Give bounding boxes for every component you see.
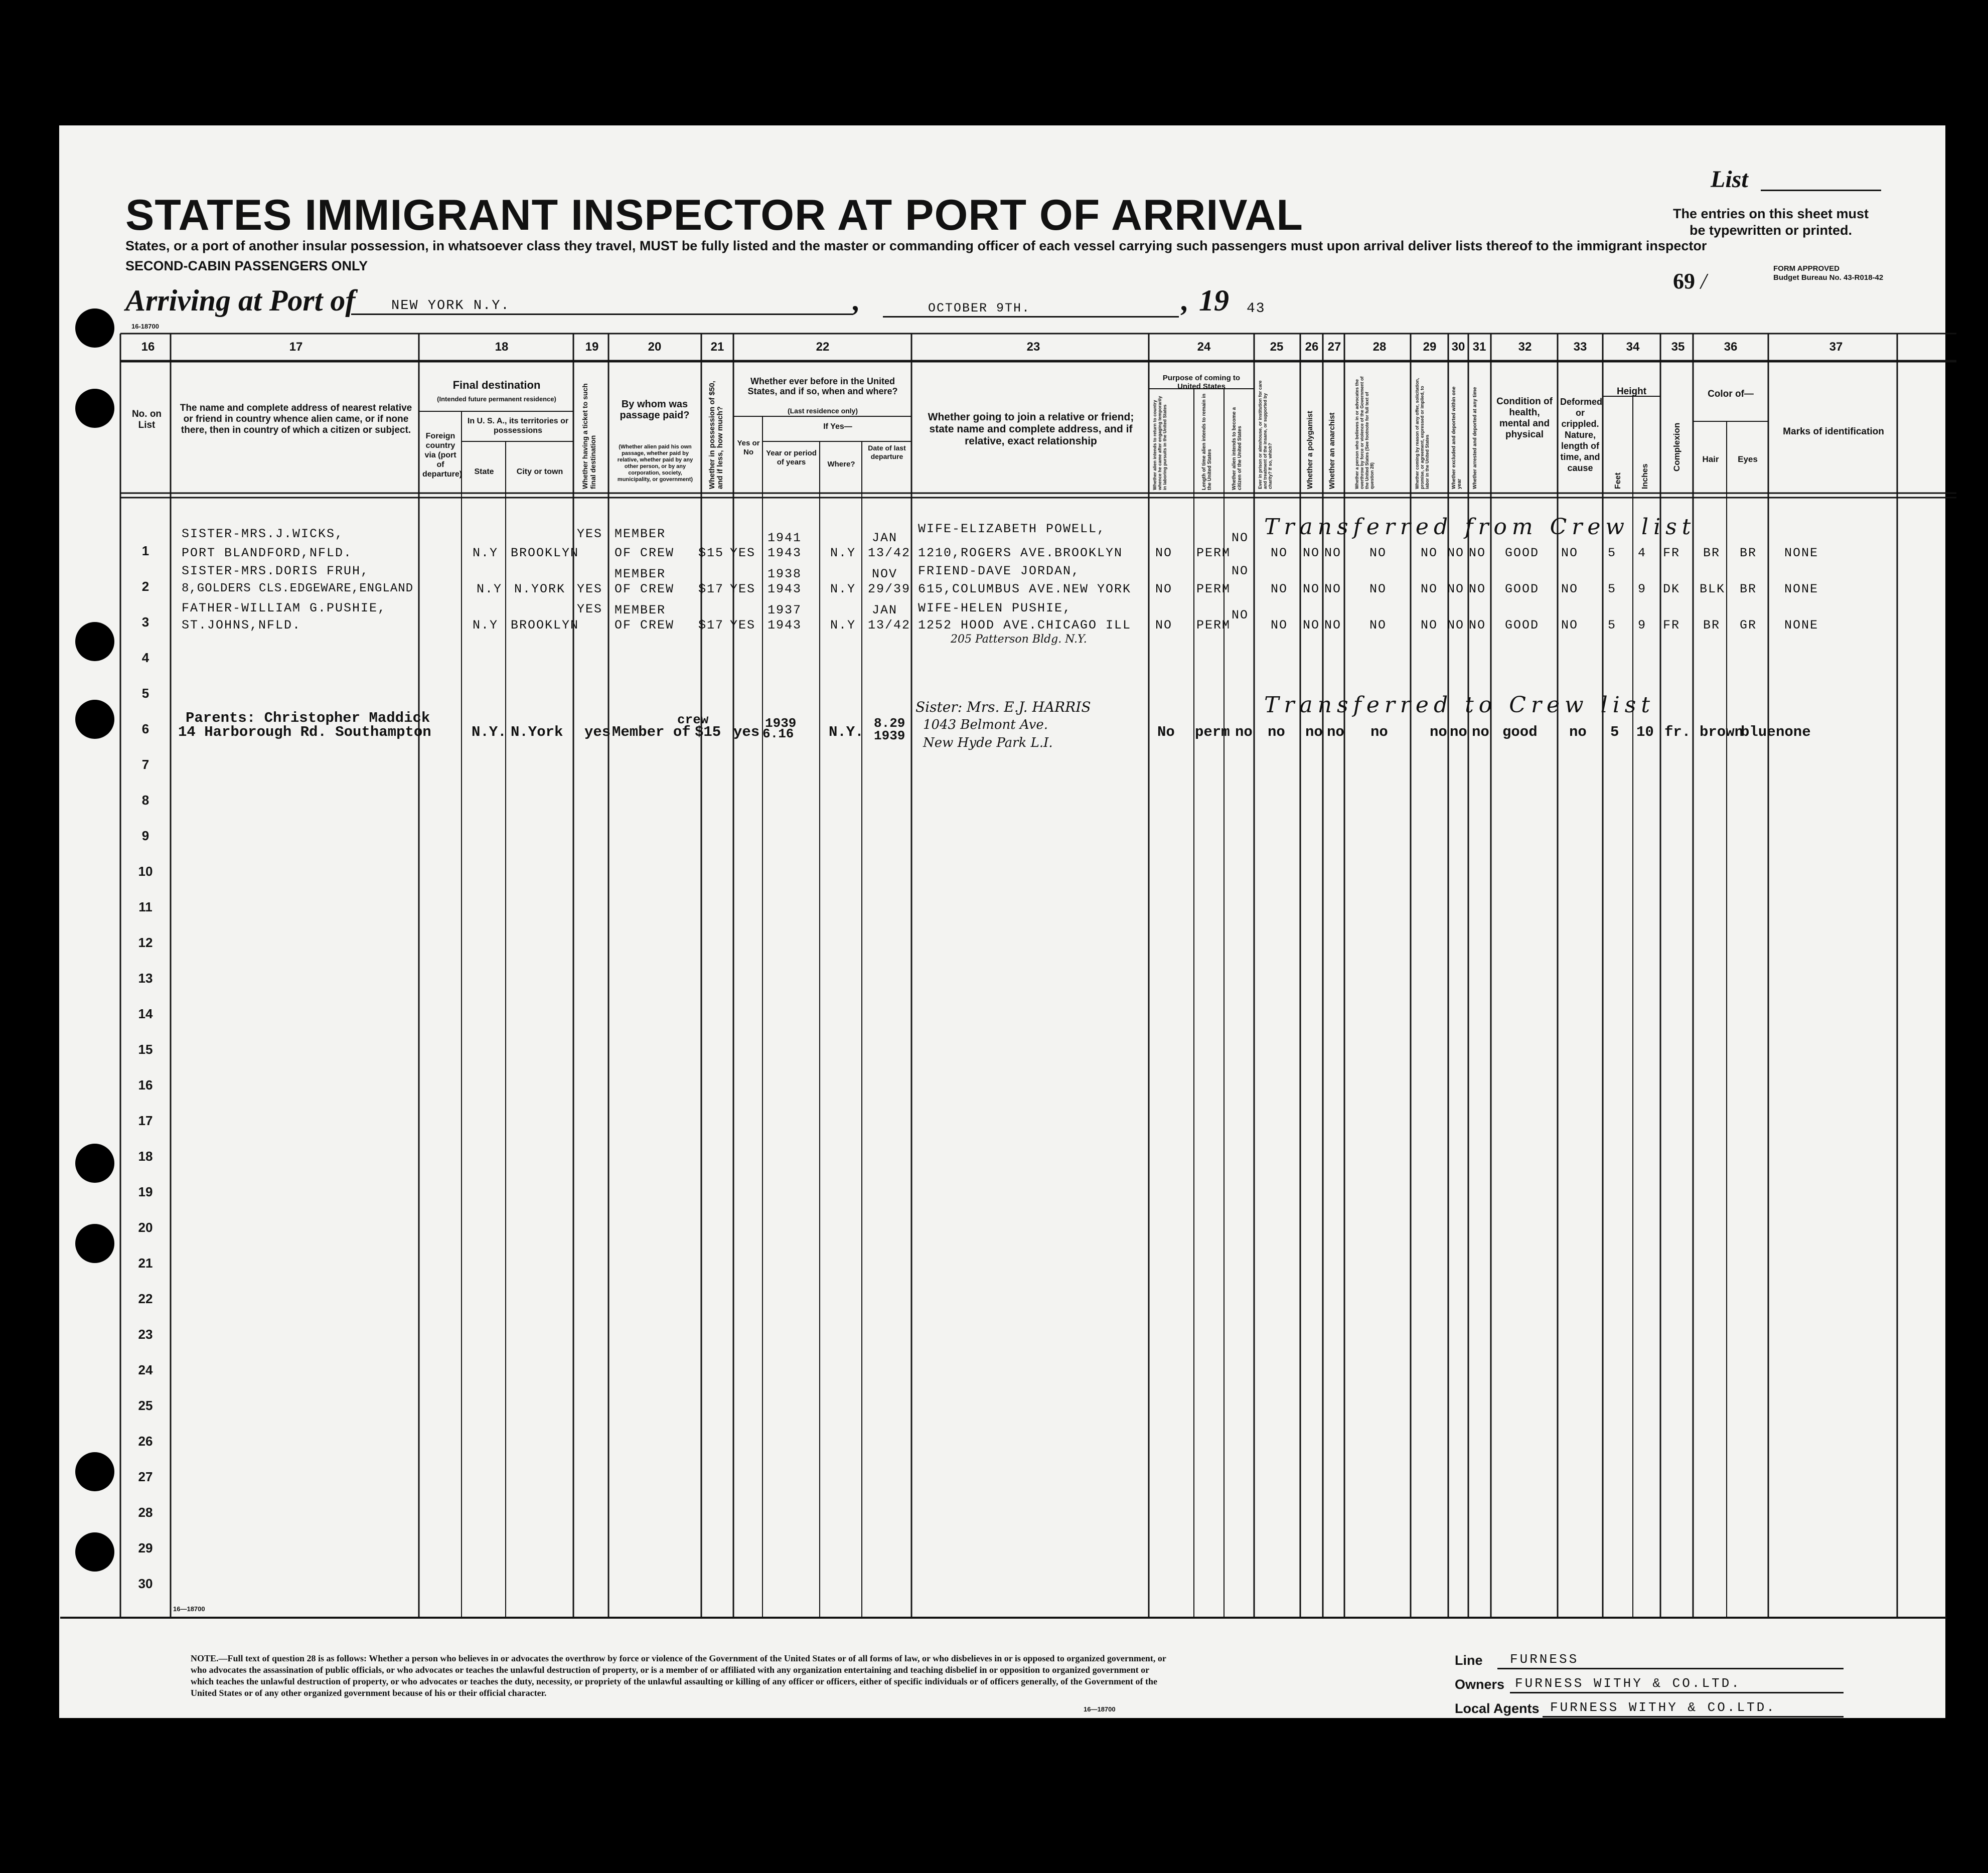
arriving-label: Arriving at Port of xyxy=(125,284,356,317)
col-number: 31 xyxy=(1472,340,1486,354)
row3-before: YES xyxy=(730,618,756,633)
header-q30: Whether excluded and deported within one year xyxy=(1451,386,1462,489)
row-number: 1 xyxy=(141,543,149,558)
row3-marks: NONE xyxy=(1784,618,1819,633)
row6-q28: no xyxy=(1370,724,1388,740)
row1-relative-line1: SISTER-MRS.J.WICKS, xyxy=(182,527,344,541)
row6-condition: good xyxy=(1502,724,1538,740)
header-state: State xyxy=(474,467,494,476)
passenger-class: SECOND-CABIN PASSENGERS ONLY xyxy=(125,258,368,273)
header-purpose-length: Length of time alien intends to remain in the United States xyxy=(1201,393,1212,490)
row6-q31: no xyxy=(1472,724,1489,740)
row6-q29: no xyxy=(1430,724,1447,740)
col-number: 32 xyxy=(1518,340,1532,354)
header-ticket: Whether having a ticket to such final destination xyxy=(581,383,597,489)
row3-years-2: 1943 xyxy=(768,618,802,633)
list-underline xyxy=(1761,190,1881,191)
date-underline xyxy=(883,316,1179,318)
row1-deformed: NO xyxy=(1561,546,1579,560)
row3-inches: 9 xyxy=(1638,618,1647,633)
row1-joining-line2: 1210,ROGERS AVE.BROOKLYN xyxy=(918,546,1123,560)
row2-ticket: YES xyxy=(577,582,603,596)
form-code-note: 16—18700 xyxy=(1084,1705,1116,1713)
row3-anarchist: NO xyxy=(1324,618,1342,633)
agents-underline xyxy=(1543,1716,1844,1718)
row-number: 20 xyxy=(138,1220,153,1235)
header-before-in-us-sub: (Last residence only) xyxy=(787,407,858,415)
row2-years-1: 1938 xyxy=(768,567,802,581)
row1-state: N.Y xyxy=(473,546,499,560)
row-number: 28 xyxy=(138,1505,153,1520)
header-polygamist: Whether a polygamist xyxy=(1306,411,1314,489)
row6-eyes: blue xyxy=(1741,724,1776,740)
row2-q30: NO xyxy=(1447,582,1465,596)
row2-return: NO xyxy=(1155,582,1173,596)
row2-paid-line1: MEMBER xyxy=(615,567,666,581)
row2-paid-line2: OF CREW xyxy=(615,582,675,596)
header-year-period: Year or period of years xyxy=(766,449,817,466)
row3-where: N.Y xyxy=(830,618,856,633)
row2-complexion: DK xyxy=(1663,582,1680,596)
year-suffix: 43 xyxy=(1247,301,1266,317)
row-number: 10 xyxy=(138,864,153,879)
header-marks: Marks of identification xyxy=(1783,426,1884,437)
row3-feet: 5 xyxy=(1608,618,1617,633)
transferred-annotation-2: Transferred to Crew list xyxy=(1264,692,1655,718)
row3-years-1: 1937 xyxy=(768,603,802,617)
row1-anarchist: NO xyxy=(1324,546,1342,560)
row1-hair: BR xyxy=(1703,546,1721,560)
header-eyes: Eyes xyxy=(1738,454,1758,464)
row3-condition: GOOD xyxy=(1505,618,1540,633)
header-prison: Ever in prison or almshouse, or institution for care and treatment of the insane, or supported by charity? If so, which? xyxy=(1258,380,1273,489)
col-number: 24 xyxy=(1197,340,1211,354)
binder-hole xyxy=(75,1532,114,1572)
col-number: 18 xyxy=(495,340,509,354)
row3-hair: BR xyxy=(1703,618,1721,633)
row3-return: NO xyxy=(1155,618,1173,633)
row6-joining-line1: Sister: Mrs. E.J. HARRIS xyxy=(915,699,1091,715)
row-number: 15 xyxy=(138,1042,153,1057)
col-number: 33 xyxy=(1573,340,1587,354)
row3-prison: NO xyxy=(1271,618,1288,633)
row6-q30: no xyxy=(1450,724,1467,740)
manifest-sheet xyxy=(59,125,1945,1718)
col-number: 26 xyxy=(1305,340,1319,354)
row-number: 19 xyxy=(138,1184,153,1199)
header-passage-paid: By whom was passage paid? xyxy=(620,399,690,421)
port-value: NEW YORK N.Y. xyxy=(391,298,510,314)
row6-joining-line3: New Hyde Park L.I. xyxy=(923,735,1053,750)
header-final-destination: Final destination xyxy=(452,379,541,391)
row3-length: PERM xyxy=(1196,618,1231,633)
row3-relative-line2: ST.JOHNS,NFLD. xyxy=(182,618,301,633)
row6-return: No xyxy=(1157,724,1175,740)
row6-money: $15 xyxy=(695,724,721,740)
col-number: 30 xyxy=(1451,340,1465,354)
row1-inches: 4 xyxy=(1638,546,1647,560)
row6-years-1: 1939 xyxy=(765,716,797,731)
row-number: 26 xyxy=(138,1434,153,1449)
row6-marks: none xyxy=(1776,724,1811,740)
row6-joining-line2: 1043 Belmont Ave. xyxy=(923,717,1048,732)
row2-q28: NO xyxy=(1369,582,1387,596)
row2-before: YES xyxy=(730,582,756,596)
row6-anarchist: no xyxy=(1327,724,1344,740)
header-final-destination-sub: (Intended future permanent residence) xyxy=(437,395,556,403)
row1-departure-2: 13/42 xyxy=(868,546,911,560)
owners-label: Owners xyxy=(1455,1677,1505,1692)
row-number: 17 xyxy=(138,1113,153,1128)
list-label: List xyxy=(1711,166,1748,193)
row6-city: N.York xyxy=(511,724,563,740)
row-number: 27 xyxy=(138,1469,153,1484)
row6-relative-line2: 14 Harborough Rd. Southampton xyxy=(178,724,431,740)
row-number: 8 xyxy=(141,793,149,808)
header-yes-no: Yes or No xyxy=(737,439,760,456)
row2-where: N.Y xyxy=(830,582,856,596)
row6-length: perm xyxy=(1195,724,1230,740)
row6-ticket: yes xyxy=(584,724,611,740)
row3-joining-line1: WIFE-HELEN PUSHIE, xyxy=(918,601,1072,615)
row1-years-2: 1943 xyxy=(768,546,802,560)
row1-q28: NO xyxy=(1369,546,1387,560)
row3-q29: NO xyxy=(1421,618,1438,633)
row6-state: N.Y. xyxy=(472,724,507,740)
typed-notice: The entries on this sheet must be typewritten or printed. xyxy=(1672,206,1869,238)
col-number: 37 xyxy=(1829,340,1843,354)
row-number: 14 xyxy=(138,1006,153,1021)
header-foreign-country: Foreign country via (port of departure) xyxy=(422,432,463,479)
row2-length: PERM xyxy=(1196,582,1231,596)
col-number: 20 xyxy=(648,340,662,354)
row3-complexion: FR xyxy=(1663,618,1680,633)
line-underline xyxy=(1497,1668,1844,1669)
row1-q29: NO xyxy=(1421,546,1438,560)
binder-hole xyxy=(75,700,114,739)
row2-feet: 5 xyxy=(1608,582,1617,596)
form-code-bottom: 16—18700 xyxy=(173,1605,205,1613)
row6-paid-line2: Member of xyxy=(612,724,691,740)
col-number: 16 xyxy=(141,340,155,354)
row3-paid-line1: MEMBER xyxy=(615,603,666,617)
row1-return: NO xyxy=(1155,546,1173,560)
row2-eyes: BR xyxy=(1740,582,1757,596)
row-number: 30 xyxy=(138,1576,153,1591)
col-number: 17 xyxy=(289,340,303,354)
row-number: 4 xyxy=(141,650,149,665)
row2-years-2: 1943 xyxy=(768,582,802,596)
header-fifty-dollars: Whether in possession of $50, and if less, how much? xyxy=(708,381,724,489)
header-purpose-return: Whether alien intends to return to country whence he came after engaging temporarily in laboring pursuits in the United States xyxy=(1152,396,1167,490)
line-value: FURNESS xyxy=(1510,1652,1579,1667)
row2-q29: NO xyxy=(1421,582,1438,596)
binder-hole xyxy=(75,1224,114,1263)
row2-joining-line2: 615,COLUMBUS AVE.NEW YORK xyxy=(918,582,1132,596)
row2-money: $17 xyxy=(698,582,724,596)
row6-before: yes xyxy=(733,724,760,740)
header-joining: Whether going to join a relative or friend; state name and complete address, and if relative, exact relationship xyxy=(928,411,1134,447)
budget-bureau-label: Budget Bureau No. 43-R018-42 xyxy=(1773,273,1884,282)
row1-marks: NONE xyxy=(1784,546,1819,560)
col-number: 35 xyxy=(1671,340,1685,354)
comma: , xyxy=(1181,284,1189,317)
binder-hole xyxy=(75,1452,114,1491)
row6-polygamist: no xyxy=(1305,724,1323,740)
row-number: 13 xyxy=(138,971,153,986)
row3-q28: NO xyxy=(1369,618,1387,633)
date-value: OCTOBER 9TH. xyxy=(928,301,1031,316)
binder-hole xyxy=(75,389,114,428)
row1-departure-1: JAN xyxy=(872,531,898,545)
page-title: STATES IMMIGRANT INSPECTOR AT PORT OF ARRIVAL xyxy=(125,191,1303,239)
form-approved xyxy=(1773,264,1883,282)
comma: , xyxy=(853,284,860,317)
row-number: 3 xyxy=(141,614,149,630)
row1-paid-line1: MEMBER xyxy=(615,527,666,541)
year-prefix: 19 xyxy=(1199,284,1229,317)
header-complexion: Complexion xyxy=(1672,422,1681,472)
row-number: 29 xyxy=(138,1540,153,1555)
row-number: 18 xyxy=(138,1149,153,1164)
row1-citizen: NO xyxy=(1232,531,1249,545)
header-height: Height xyxy=(1616,386,1647,397)
row1-money: $15 xyxy=(698,546,724,560)
header-where: Where? xyxy=(827,460,855,469)
row-number: 22 xyxy=(138,1291,153,1306)
header-date-departure: Date of last departure xyxy=(868,444,906,460)
row3-city: BROOKLYN xyxy=(511,618,579,633)
question-28-note: NOTE.—Full text of question 28 is as follows: Whether a person who believes in or advocates the overthrow by force or violence of the Government of the United States or of all forms of law, or who disbelieves in or is opposed to organized government, or who advocates the assassination of public officials, or who advocates or teaches the unlawful destruction of property, or is a member of or affiliated with any organization entertaining and teaching disbelief in or opposition to organized government or which teaches the unlawful destruction of property, or who advocates or teaches the duty, necessity, or propriety of the unlawful assaulting or killing of any officer or officers, either of specific individuals or of officers generally, of the Government of the United States or of any other organized government because of his or their official character. xyxy=(191,1653,1166,1698)
row1-complexion: FR xyxy=(1663,546,1680,560)
owners-underline xyxy=(1510,1692,1844,1693)
header-passage-paid-sub: (Whether alien paid his own passage, whether paid by relative, whether paid by any other person, or by any corporation, society, municipality, or government) xyxy=(617,444,693,483)
row1-eyes: BR xyxy=(1740,546,1757,560)
row6-where: N.Y. xyxy=(829,724,864,740)
col-number: 34 xyxy=(1626,340,1640,354)
form-approved-label: FORM APPROVED xyxy=(1773,264,1840,273)
col-number: 19 xyxy=(585,340,599,354)
row6-paid-line1: crew xyxy=(677,712,709,727)
row3-state: N.Y xyxy=(473,618,499,633)
row6-inches: 10 xyxy=(1636,724,1654,740)
row3-polygamist: NO xyxy=(1303,618,1320,633)
row-number: 5 xyxy=(141,686,149,701)
col-number: 28 xyxy=(1372,340,1387,354)
owners-value: FURNESS WITHY & CO.LTD. xyxy=(1515,1676,1741,1691)
row-number: 21 xyxy=(138,1256,153,1271)
col-number: 29 xyxy=(1423,340,1437,354)
row3-q30: NO xyxy=(1447,618,1465,633)
row2-anarchist: NO xyxy=(1324,582,1342,596)
page-number-value: 69 xyxy=(1673,269,1695,293)
row-number: 25 xyxy=(138,1398,153,1413)
row2-city: N.YORK xyxy=(514,582,566,596)
row1-years-1: 1941 xyxy=(768,531,802,545)
row3-deformed: NO xyxy=(1561,618,1579,633)
row3-citizen: NO xyxy=(1232,608,1249,622)
header-before-in-us: Whether ever before in the United States, and if so, when and where? xyxy=(747,376,898,396)
line-label: Line xyxy=(1455,1653,1483,1668)
row1-q30: NO xyxy=(1447,546,1465,560)
row6-relative-line1: Parents: Christopher Maddick xyxy=(186,710,430,726)
binder-hole xyxy=(75,622,114,661)
row2-departure-1: NOV xyxy=(872,567,898,581)
row-number: 2 xyxy=(141,579,149,594)
row-number: 6 xyxy=(141,721,149,736)
row6-years-2: 6.16 xyxy=(762,726,794,741)
col-number: 27 xyxy=(1327,340,1341,354)
row-number: 7 xyxy=(141,757,149,772)
row2-prison: NO xyxy=(1271,582,1288,596)
header-deformed: Deformed or crippled. Nature, length of time, and cause xyxy=(1560,397,1603,473)
instructions-line: States, or a port of another insular possession, in whatsoever class they travel, MUST be fully listed and the master or commanding officer of each vessel carrying such passengers must upon arrival deliver lists thereof to the immigrant inspector xyxy=(125,238,1707,253)
row3-handwritten-address: 205 Patterson Bldg. N.Y. xyxy=(951,633,1087,646)
row1-feet: 5 xyxy=(1608,546,1617,560)
header-q29: Whether coming by reason of any offer, solicitation, promise, or agreement, expressed or implied, to labor in the United States xyxy=(1415,378,1430,489)
row6-deformed: no xyxy=(1569,724,1587,740)
row1-polygamist: NO xyxy=(1303,546,1320,560)
header-q31: Whether arrested and deported at any time xyxy=(1472,387,1478,489)
row-number: 12 xyxy=(138,935,153,950)
col-number: 36 xyxy=(1724,340,1738,354)
col-number: 21 xyxy=(710,340,724,354)
row1-paid-line2: OF CREW xyxy=(615,546,675,560)
row2-relative-line2: 8,GOLDERS CLS.EDGEWARE,ENGLAND xyxy=(182,582,414,595)
header-if-yes: If Yes— xyxy=(823,422,852,431)
agents-value: FURNESS WITHY & CO.LTD. xyxy=(1550,1700,1776,1715)
row3-money: $17 xyxy=(698,618,724,633)
row1-prison: NO xyxy=(1271,546,1288,560)
row1-relative-line2: PORT BLANDFORD,NFLD. xyxy=(182,546,353,560)
header-relative: The name and complete address of nearest relative or friend in country whence alien came, or if none there, then in country of which a citizen or subject. xyxy=(180,403,412,435)
binder-hole xyxy=(75,1144,114,1183)
row6-departure-1: 8.29 xyxy=(874,716,905,731)
header-q28: Whether a person who believes in or advocates the overthrow by force or violence of the Government of the United States (See footnote for full text of question 28) xyxy=(1354,376,1374,489)
col-number: 22 xyxy=(816,340,830,354)
row-number: 11 xyxy=(138,899,152,914)
row6-complexion: fr. xyxy=(1664,724,1691,740)
row3-eyes: GR xyxy=(1740,618,1757,633)
row-number: 23 xyxy=(138,1327,153,1342)
row3-departure-2: 13/42 xyxy=(868,618,911,633)
row-number: 16 xyxy=(138,1077,153,1092)
transferred-annotation-1: Transferred from Crew list xyxy=(1264,514,1696,540)
header-in-usa: In U. S. A., its territories or possessions xyxy=(467,417,569,435)
binder-hole xyxy=(75,308,114,348)
row3-ticket: YES xyxy=(577,602,603,616)
row2-relative-line1: SISTER-MRS.DORIS FRUH, xyxy=(182,564,370,578)
agents-label: Local Agents xyxy=(1455,1701,1540,1716)
row3-relative-line1: FATHER-WILLIAM G.PUSHIE, xyxy=(182,601,387,615)
row2-marks: NONE xyxy=(1784,582,1819,596)
row6-departure-2: 1939 xyxy=(874,728,905,743)
row1-before: YES xyxy=(730,546,756,560)
row2-citizen: NO xyxy=(1232,564,1249,578)
row2-hair: BLK xyxy=(1700,582,1726,596)
row1-city: BROOKLYN xyxy=(511,546,579,560)
row1-joining-line1: WIFE-ELIZABETH POWELL, xyxy=(918,522,1106,536)
row2-q31: NO xyxy=(1469,582,1486,596)
port-underline xyxy=(351,314,853,315)
row6-prison: no xyxy=(1268,724,1285,740)
row6-citizen: no xyxy=(1235,724,1253,740)
row2-polygamist: NO xyxy=(1303,582,1320,596)
row3-q31: NO xyxy=(1469,618,1486,633)
row6-feet: 5 xyxy=(1610,724,1619,740)
header-purpose: Purpose of coming to United States xyxy=(1162,374,1241,391)
arrival-line xyxy=(125,283,355,318)
row2-condition: GOOD xyxy=(1505,582,1540,596)
form-code-top: 16-18700 xyxy=(131,323,159,330)
header-hair: Hair xyxy=(1702,454,1719,464)
col-number: 23 xyxy=(1026,340,1040,354)
row1-condition: GOOD xyxy=(1505,546,1540,560)
header-city: City or town xyxy=(516,467,563,476)
row2-deformed: NO xyxy=(1561,582,1579,596)
row2-joining-line1: FRIEND-DAVE JORDAN, xyxy=(918,564,1081,578)
row2-state: N.Y xyxy=(477,582,503,596)
header-purpose-citizen: Whether alien intends to become a citizen of the United States xyxy=(1232,407,1243,490)
row1-q31: NO xyxy=(1469,546,1486,560)
header-anarchist: Whether an anarchist xyxy=(1328,412,1336,489)
page-number: 69 / xyxy=(1673,269,1707,293)
header-no-on-list: No. on List xyxy=(131,409,162,430)
col-number: 25 xyxy=(1270,340,1284,354)
header-color-of: Color of— xyxy=(1708,389,1754,399)
header-condition: Condition of health, mental and physical xyxy=(1496,396,1553,440)
row2-departure-2: 29/39 xyxy=(868,582,911,596)
row-number: 24 xyxy=(138,1362,153,1377)
row1-where: N.Y xyxy=(830,546,856,560)
row3-paid-line2: OF CREW xyxy=(615,618,675,633)
row1-ticket: YES xyxy=(577,527,603,541)
row3-departure-1: JAN xyxy=(872,603,898,617)
row2-inches: 9 xyxy=(1638,582,1647,596)
row-number: 9 xyxy=(141,828,149,843)
row1-length: PERM xyxy=(1196,546,1231,560)
row3-joining-line2: 1252 HOOD AVE.CHICAGO ILL xyxy=(918,618,1132,633)
header-inches: Inches xyxy=(1641,463,1649,489)
header-feet: Feet xyxy=(1614,473,1622,489)
row6-hair: brown xyxy=(1700,724,1744,740)
